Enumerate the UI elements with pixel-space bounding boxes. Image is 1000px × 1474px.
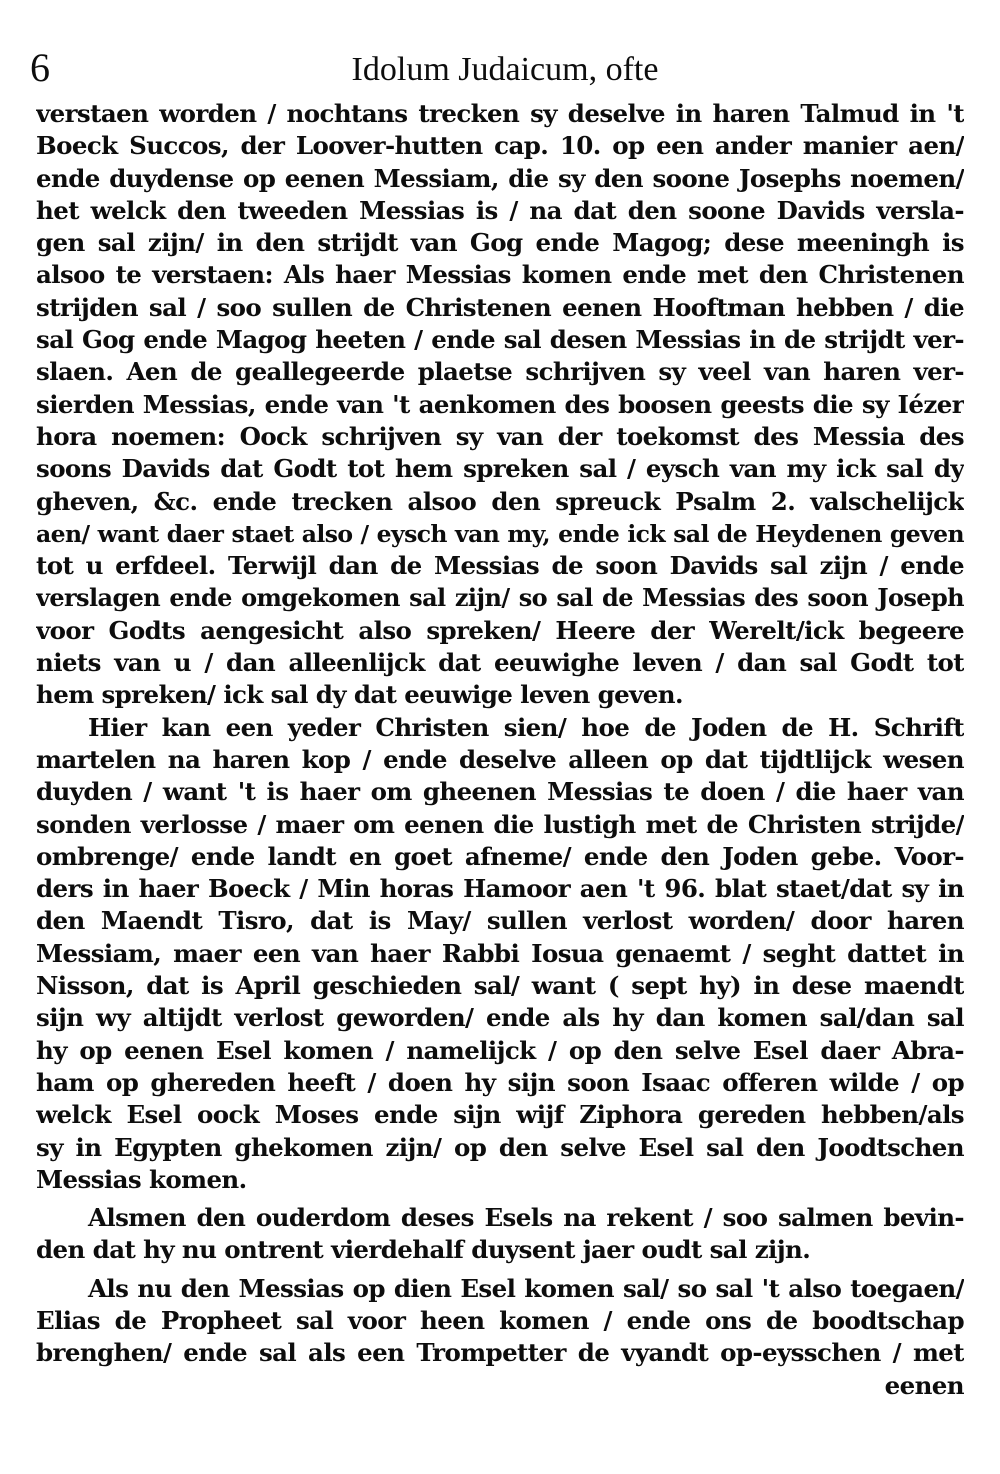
text-line: slaen. Aen de geallegeerde plaetse schrijven sy veel van haren ver-	[36, 357, 964, 387]
text-line: den dat hy nu ontrent vierdehalf duysent jaer oudt sal zijn.	[36, 1235, 811, 1265]
text-line: verslagen ende omgekomen sal zijn/ so sal de Messias des soon Joseph	[36, 583, 964, 613]
text-line: Boeck Succos, der Loover-hutten cap. 10. op een ander manier aen/	[36, 131, 964, 161]
text-line: den Maendt Tisro, dat is May/ sullen verlost worden/ door haren	[36, 906, 964, 936]
catchword: eenen	[884, 1370, 964, 1400]
text-line: Hier kan een yeder Christen sien/ hoe de Joden de H. Schrift	[88, 712, 964, 742]
text-line: sonden verlosse / maer om eenen die lustigh met de Christen strijde/	[36, 809, 964, 839]
text-line: sierden Messias, ende van 't aenkomen des boosen geests die sy Iézer	[36, 389, 964, 419]
text-line: aen/ want daer staet also / eysch van my, ende ick sal de Heydenen geven	[36, 519, 964, 548]
text-line: hora noemen: Oock schrijven sy van der toekomst des Messia des	[36, 421, 964, 451]
text-line: het welck den tweeden Messias is / na dat den soone Davids versla-	[36, 195, 964, 225]
text-line: welck Esel oock Moses ende sijn wijf Ziphora gereden hebben/als	[36, 1100, 964, 1130]
text-line: brenghen/ ende sal als een Trompetter de vyandt op-eysschen / met	[36, 1338, 964, 1368]
text-line: Alsmen den ouderdom deses Esels na rekent / soo salmen bevin-	[88, 1203, 964, 1233]
text-line: sal Gog ende Magog heeten / ende sal desen Messias in de strijdt ver-	[36, 325, 964, 355]
text-line: Als nu den Messias op dien Esel komen sal/ so sal 't also toegaen/	[88, 1273, 964, 1303]
text-line: voor Godts aengesicht also spreken/ Heere der Werelt/ick begeere	[36, 615, 964, 645]
text-line: soons Davids dat Godt tot hem spreken sal / eysch van my ick sal dy	[36, 454, 964, 484]
text-line: strijden sal / soo sullen de Christenen eenen Hooftman hebben / die	[36, 292, 964, 322]
body-text	[36, 98, 964, 1402]
text-line: gheven, &c. ende trecken alsoo den spreuck Psalm 2. valschelijck	[36, 486, 964, 516]
text-line: niets van u / dan alleenlijck dat eeuwighe leven / dan sal Godt tot	[36, 648, 964, 678]
text-line: Messiam, maer een van haer Rabbi Iosua genaemt / seght dattet in	[36, 938, 964, 968]
page-number: 6	[30, 45, 50, 90]
text-line: sy in Egypten ghekomen zijn/ op den selve Esel sal den Joodtschen	[36, 1132, 964, 1162]
text-line: duyden / want 't is haer om gheenen Messias te doen / die haer van	[36, 777, 964, 807]
text-line: tot u erfdeel. Terwijl dan de Messias de soon Davids sal zijn / ende	[36, 551, 964, 581]
text-line: alsoo te verstaen: Als haer Messias komen ende met den Christenen	[36, 260, 964, 290]
text-line: Messias komen.	[36, 1164, 247, 1194]
text-line: verstaen worden / nochtans trecken sy deselve in haren Talmud in 't	[36, 99, 964, 128]
text-line: ombrenge/ ende landt en goet afneme/ ende den Joden gebe. Voor-	[36, 841, 964, 871]
text-line: sijn wy altijdt verlost geworden/ ende als hy dan komen sal/dan sal	[36, 1003, 964, 1033]
text-line: ders in haer Boeck / Min horas Hamoor aen 't 96. blat staet/dat sy in	[36, 874, 964, 904]
text-line: Nisson, dat is April geschieden sal/ want ( sept hy) in dese maendt	[36, 971, 964, 1001]
text-line: hy op eenen Esel komen / namelijck / op den selve Esel daer Abra-	[36, 1035, 964, 1065]
text-line: gen sal zijn/ in den strijdt van Gog ende Magog; dese meeningh is	[36, 228, 964, 258]
text-line: ende duydense op eenen Messiam, die sy den soone Josephs noemen/	[36, 163, 964, 193]
text-line: Elias de Propheet sal voor heen komen / ende ons de boodtschap	[36, 1305, 964, 1335]
text-line: hem spreken/ ick sal dy dat eeuwige leven geven.	[36, 680, 683, 710]
text-line: ham op ghereden heeft / doen hy sijn soon Isaac offeren wilde / op	[36, 1067, 964, 1097]
text-line: martelen na haren kop / ende deselve alleen op dat tijdtlijck wesen	[36, 744, 964, 774]
running-head: Idolum Judaicum, ofte	[351, 51, 659, 88]
